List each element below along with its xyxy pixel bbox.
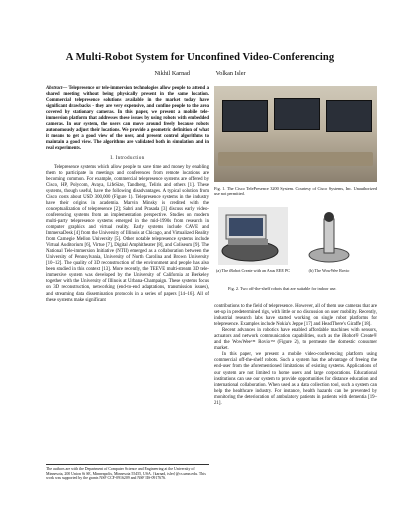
author-list [0,70,400,77]
abstract [46,86,209,151]
left-column [46,86,209,304]
author-1: Nikhil Karnad [154,70,191,77]
intro-paragraph: Telepresence systems which allow people to save time and money by enabling them to participate in meetings and conferences from remote locations are becoming common. For example, commercial telepresence systems are offered by Cisco, HP, Polycom, Avaya, LifeSize, Tandberg, Teliris and others [1]. These systems, though useful, have the following disadvantages. A typical solution from Cisco costs about USD 300,000 (Figure 1). Telepresence systems in the industry have their origins in academia. Marvin Minsky is credited with the conceptualization of telepresence [2]; Sabri and Prasada [3] discuss early video-conferencing systems from an implementation perspective. Studies on modern multi-party telepresence systems emerged in the mid-1990s from research in computer graphics and virtual reality. Early systems include CAVE and ImmersaDesk [4] from the University of Illinois at Chicago, and Virtualized Reality from Carnegie Mellon University [5]. Other notable telepresence systems include Virtual Auditorium [6], Virtue [7], Digital Amphitheater [8], and Coliseum [9]. The National Tele-immersion Initiative (NTII) emerged as a collaboration between the University of Pennsylvania, University of North Carolina and Brown University [10–12]. The quality of 3D reconstruction of the environment and people has also been studied in this context [13]. More recently, the TEEVE multi-stream 3D tele-immersive system was developed by the University of California at Berkeley together with the University of Illinois at Urbana-Champaign. These systems focus on 3D reconstruction, networking (end-to-end adaptations, transmission issues), and streaming data dissemination protocols in a series of papers [14–16]. All of these systems make significant [46,164,209,303]
figure-1-caption: Fig. 1. The Cisco TelePresence 3200 System. Courtesy of Cisco Systems, Inc. Unauthorized use not permitted. [214,186,377,197]
right-column-text [214,304,377,407]
figure-2b-caption: (b) The WowWee Rovio [308,268,350,273]
paper-title: A Multi-Robot System for Unconfined Video-Conferencing [65,52,335,63]
figure-2a-caption: (a) The iRobot Create with an Asus EEE PC [215,268,291,273]
figure-1-photo [214,86,377,182]
figure-2b-image [296,205,362,267]
right-paragraph-2: Recent advances in robotics have enabled affordable machines with sensors, actuators and network communication capabilities, such as the iRobot® Create® and the WowWee™ Rovio™ (Figure 2), to permeate the domestic consumer market. [214,328,377,352]
author-2: Volkan Isler [215,70,246,77]
right-paragraph-3: In this paper, we present a mobile video-conferencing platform using commercial off-the-shelf robots. Such a system has the advantage of freeing the end-user from the aforementioned limitations of existing systems. Applications of our system are not limited to home users and large corporations. Educational institutions can use our system to provide opportunities for distance education and international collaboration. When used as a data collection tool, such a system can help the healthcare industry. For instance, health hazards can be prevented by monitoring the deterioration of ambulatory patients in patients with dementia [19–21]. [214,352,377,406]
footnote: The authors are with the Department of Computer Science and Engineering at the University of Minnesota, 200 Union St SE, Minneapolis, Minnesota 55455, USA. {karnad, isler}@cs.umn.edu. This work was supported by the grants NSF CCF-0916209 and NSF IIS-0917676. [46,464,209,481]
section-heading: I. Introduction [110,156,145,162]
abstract-text: — Telepresence or tele-immersion technologies allow people to attend a shared meeting without being physically present in the same location. Commercial telepresence solutions available in the market today have significant drawbacks - they are very expensive, and confine people to the area covered by stationary cameras. In this paper, we present a mobile tele-immersion platform that addresses these issues by using robots with embedded cameras. In our system, the users can move around freely because robots autonomously adjust their locations. We provide a geometric definition of what it means to get a good view of the user, and present control algorithms to maintain a good view. The algorithms are validated both in simulation and in real experiments. [46,86,209,151]
figure-2-caption: Fig. 2. Two off-the-shelf robots that are suitable for indoor use. [228,286,337,291]
right-paragraph-1: contributions to the field of telepresence. However, all of them use cameras that are set-up in predetermined rigs, with little or no discussion on user mobility. Recently, industrial research labs have started working on single robot platforms for telepresence. Examples include Nokia's Jeppe [17] and HeadThere's Giraffe [18]. [214,304,377,328]
figure-2a-image [218,207,288,265]
abstract-label: Abstract [46,86,63,91]
